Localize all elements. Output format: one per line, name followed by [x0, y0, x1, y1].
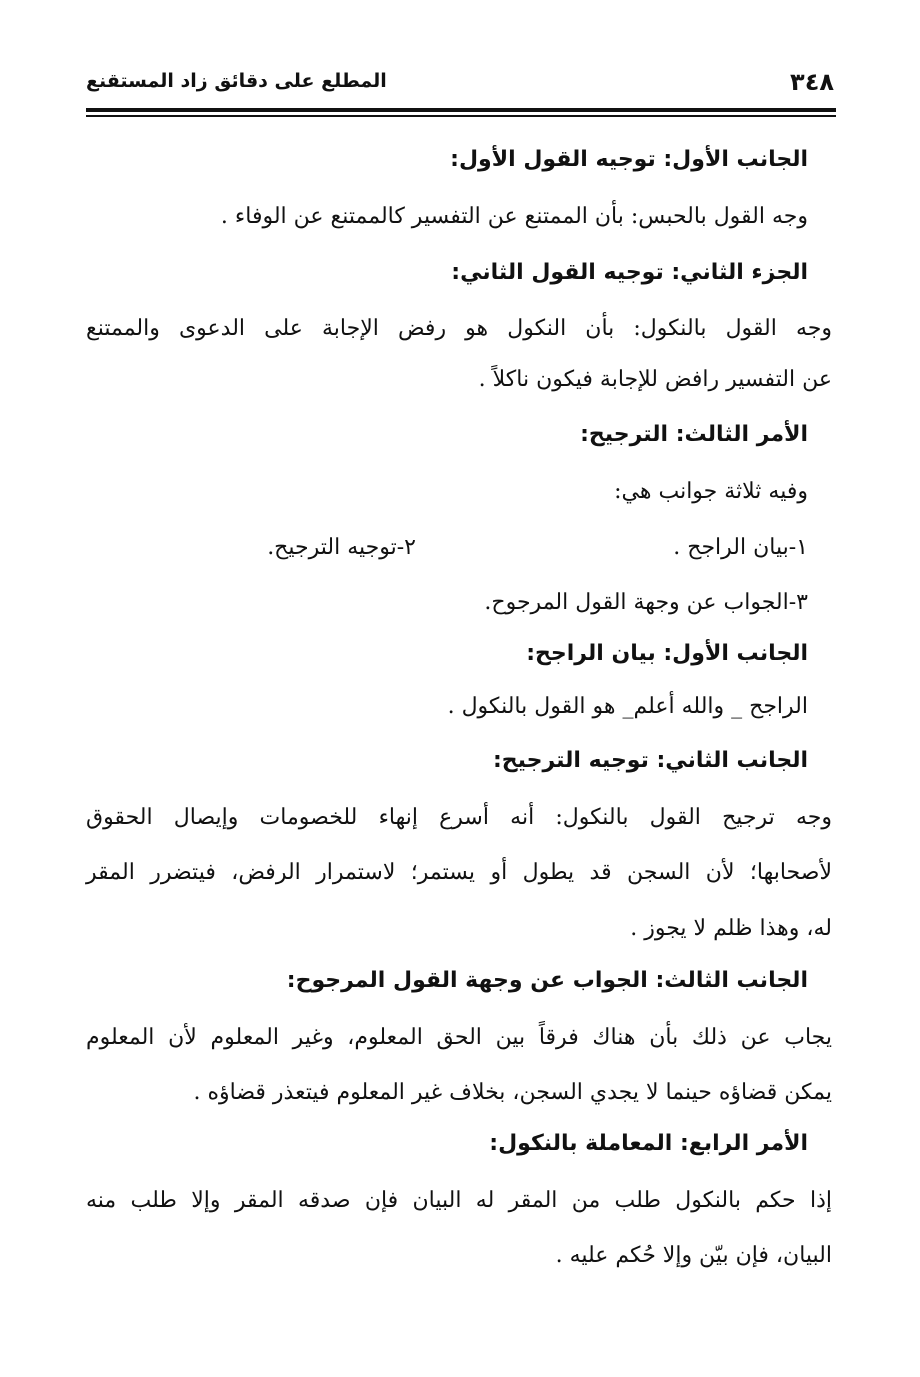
section-heading: الجانب الثاني: توجيه الترجيح:: [493, 748, 808, 773]
paragraph-line: الراجح _ والله أعلم_ هو القول بالنكول .: [447, 694, 808, 719]
section-heading: الأمر الثالث: الترجيح:: [580, 422, 808, 447]
list-item-3: ٣-الجواب عن وجهة القول المرجوح.: [484, 590, 808, 615]
section-heading: الجانب الأول: بيان الراجح:: [526, 641, 808, 666]
section-heading: الجانب الأول: توجيه القول الأول:: [450, 147, 808, 172]
list-item-2: ٢-توجيه الترجيح.: [267, 535, 416, 560]
list-item-1: ١-بيان الراجح .: [673, 535, 808, 560]
paragraph-line: وجه ترجيح القول بالنكول: أنه أسرع إنهاء للخصومات وإيصال الحقوق: [86, 805, 832, 830]
paragraph-line: وجه القول بالحبس: بأن الممتنع عن التفسير كالممتنع عن الوفاء .: [220, 204, 808, 229]
paragraph-line: له، وهذا ظلم لا يجوز .: [630, 916, 832, 941]
paragraph-line: لأصحابها؛ لأن السجن قد يطول أو يستمر؛ لاستمرار الرفض، فيتضرر المقر: [86, 860, 832, 885]
section-heading: الجانب الثالث: الجواب عن وجهة القول المرجوح:: [286, 968, 808, 993]
paragraph-line: يمكن قضاؤه حينما لا يجدي السجن، بخلاف غير المعلوم فيتعذر قضاؤه .: [193, 1080, 832, 1105]
paragraph-line: إذا حكم بالنكول طلب من المقر له البيان فإن صدقه المقر وإلا طلب منه: [86, 1188, 832, 1213]
paragraph-line: البيان، فإن بيّن وإلا حُكم عليه .: [555, 1243, 832, 1268]
paragraph-line: عن التفسير رافض للإجابة فيكون ناكلاً .: [478, 367, 832, 392]
paragraph-line: وفيه ثلاثة جوانب هي:: [614, 479, 808, 504]
section-heading: الجزء الثاني: توجيه القول الثاني:: [451, 260, 808, 285]
page-number: ٣٤٨: [790, 68, 834, 96]
header-rule-thin: [86, 115, 836, 117]
paragraph-line: يجاب عن ذلك بأن هناك فرقاً بين الحق المعلوم، وغير المعلوم لأن المعلوم: [86, 1025, 832, 1050]
page-header: [86, 66, 834, 106]
header-rule-thick: [86, 108, 836, 112]
running-title: المطلع على دقائق زاد المستقنع: [86, 70, 387, 92]
paragraph-line: وجه القول بالنكول: بأن النكول هو رفض الإجابة على الدعوى والممتنع: [86, 316, 832, 341]
section-heading: الأمر الرابع: المعاملة بالنكول:: [489, 1131, 808, 1156]
